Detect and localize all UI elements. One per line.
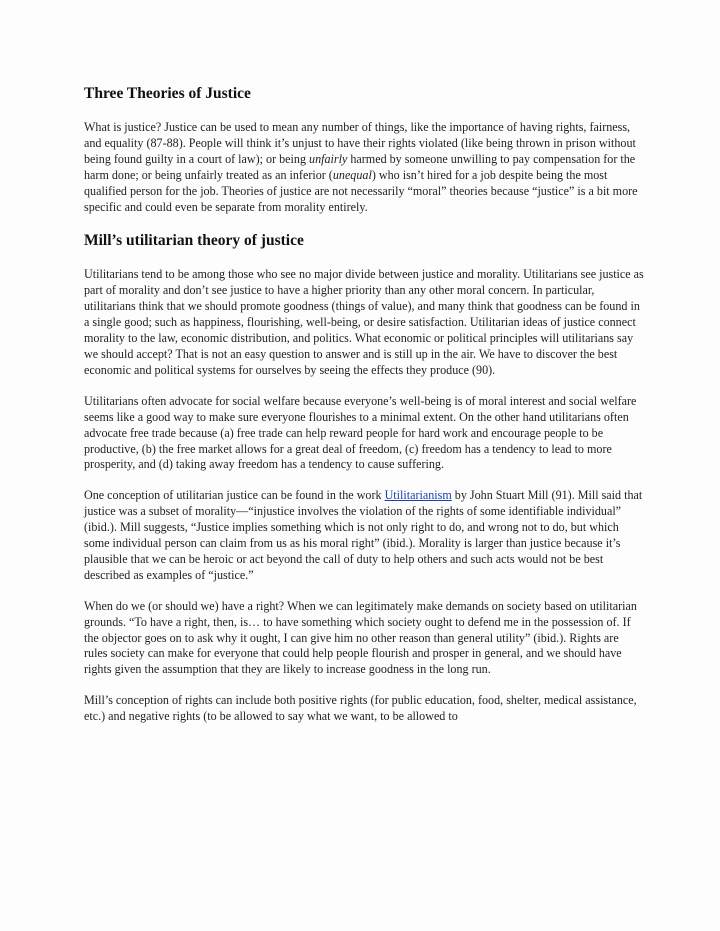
paragraph-social-welfare: Utilitarians often advocate for social welfare because everyone’s well-being is of moral interest and social welfare seems like a good way to make sure everyone flourishes to a minimal extent. On the other hand utilitarians often advocate free trade because (a) free trade can help reward people for hard work and encourage people to be productive, (b) the free market allows for a great deal of freedom, (c) freedom has a tendency to lead to more prosperity, and (d) taking away freedom has a tendency to cause suffering.	[84, 393, 637, 472]
emphasis-unfairly: unfairly	[309, 151, 348, 166]
paragraph-mills-conception: Mill’s conception of rights can include both positive rights (for public education, food, shelter, medical assistance, etc.) and negative rights (to be allowed to say what we want, to be allowed to	[84, 693, 637, 724]
utilitarianism-link[interactable]: Utilitarianism	[384, 488, 452, 503]
emphasis-unequal: unequal	[332, 167, 372, 182]
document-body	[84, 84, 644, 740]
paragraph-utilitarians-divide: Utilitarians tend to be among those who see no major divide between justice and morality. Utilitarians see justice as part of morality and don’t see justice to have a higher priority than any other moral concern. In particular, utilitarians think that we should promote goodness (things of value), and many think that goodness can be found in a single good; such as happiness, flourishing, well-being, or desire satisfaction. Utilitarian ideas of justice connect morality to the law, economic distribution, and politics. What economic or political principles will utilitarians say we should accept? That is not an easy question to answer and is still up in the air. We have to discover the best economic and political systems for ourselves by seeing the effects they produce (90).	[84, 267, 644, 377]
paragraph-what-is-justice	[84, 120, 644, 215]
section-heading-three-theories: Three Theories of Justice	[84, 85, 251, 102]
paragraph-text: harmed by someone unwilling to pay compensation for the harm done; or being unfairly treated as an inferior (	[84, 151, 636, 182]
paragraph-have-a-right: When do we (or should we) have a right? When we can legitimately make demands on society based on utilitarian grounds. “To have a right, then, is… to have something which society ought to defend me in the possession of. If the objector goes on to ask why it ought, I can give him no other reason than general utility” (ibid.). Rights are rules society can make for everyone that could help people flourish and prosper in general, and we should have rights given the assumption that they are likely to increase goodness in the long run.	[84, 598, 637, 677]
paragraph-text: ) who isn’t hired for a job despite being the most qualified person for the job. Theories of justice are not necessarily “moral” theories because “justice” is a bit more specific and could even be separate from morality entirely.	[84, 167, 638, 214]
paragraph-utilitarianism-work	[84, 488, 644, 583]
section-heading-mills-utilitarian: Mill’s utilitarian theory of justice	[84, 232, 304, 250]
paragraph-text: by John Stuart Mill (91). Mill said that justice was a subset of morality—“injustice involves the violation of the rights of some identifiable individual” (ibid.). Mill suggests, “Justice implies something which is not only right to do, and wrong not to do, but which some individual person can claim from us as his moral right” (ibid.). Morality is larger than justice because it’s plausible that we can be heroic or act beyond the call of duty to help others and such acts would not be best described as examples of “justice.”	[84, 488, 643, 582]
paragraph-text: One conception of utilitarian justice can be found in the work	[84, 488, 385, 503]
paragraph-text: What is justice? Justice can be used to mean any number of things, like the importance of having rights, fairness, and equality (87-88). People will think it’s unjust to have their rights violated (like being thrown in prison without being found guilty in a court of law); or being	[84, 120, 636, 166]
